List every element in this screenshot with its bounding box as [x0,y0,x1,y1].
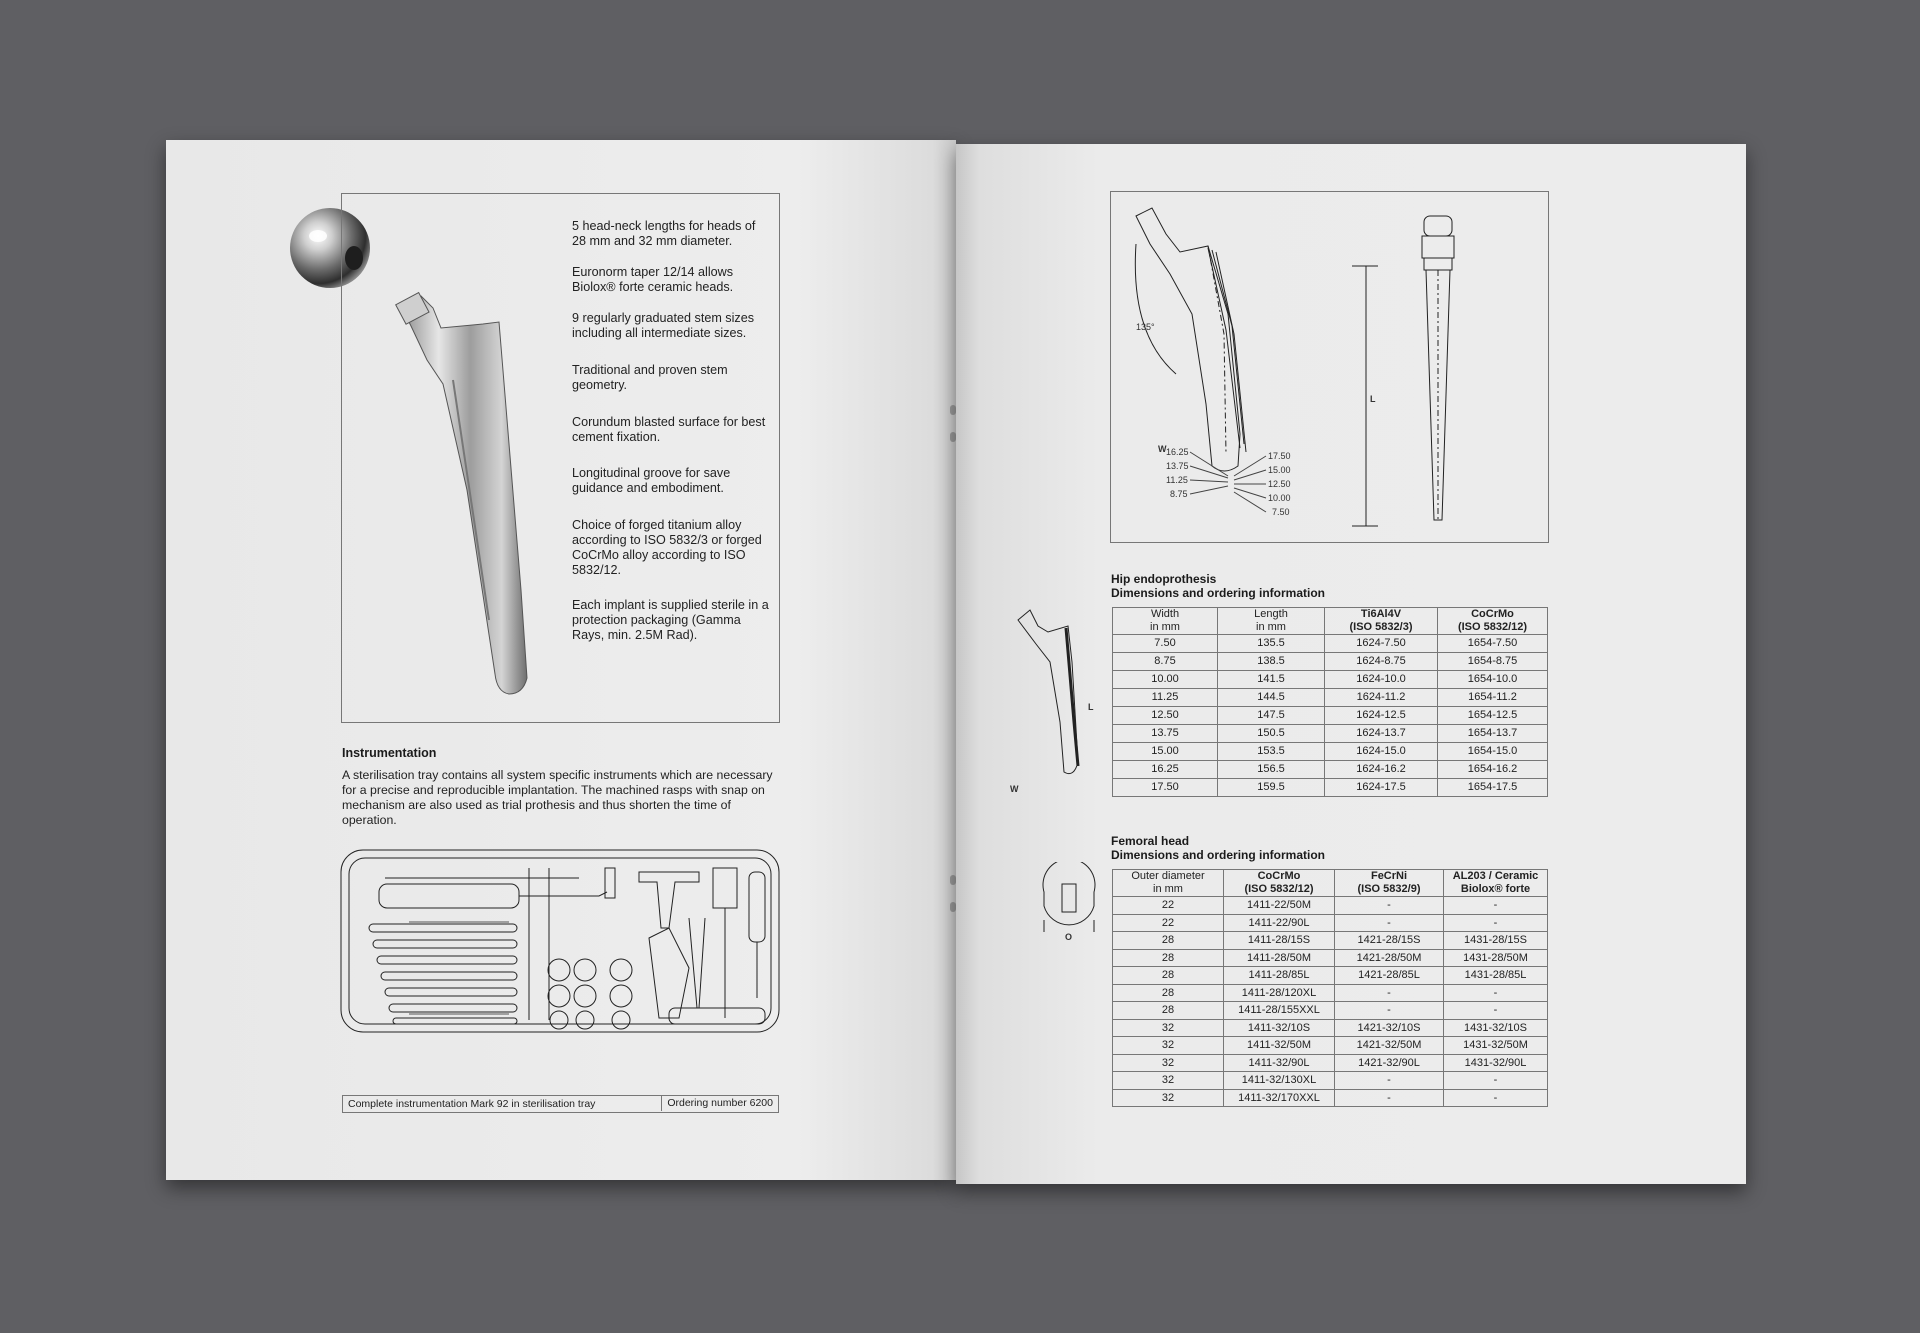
table-cell: 1411-32/170XXL [1224,1089,1335,1107]
table-row [1113,671,1548,689]
stem-technical-drawing [1116,204,1546,534]
table-cell: 10.00 [1113,671,1218,689]
size-label: 13.75 [1166,461,1189,471]
table-cell: - [1444,1072,1548,1090]
table-cell: 1654-16.2 [1438,761,1548,779]
table-cell: 1624-7.50 [1325,635,1438,653]
table-cell: 1654-17.5 [1438,779,1548,797]
table-cell: 159.5 [1218,779,1325,797]
column-header: CoCrMo [1257,870,1301,882]
angle-label: 135° [1136,322,1155,332]
table-cell: - [1444,1002,1548,1020]
table-cell: 1431-28/85L [1444,967,1548,985]
table-row [1113,689,1548,707]
table-cell: 28 [1113,949,1224,967]
table-cell: 1624-16.2 [1325,761,1438,779]
table-cell: 1431-32/10S [1444,1019,1548,1037]
feature-item: Euronorm taper 12/14 allows Biolox® forte ceramic heads. [572,265,734,294]
column-header: FeCrNi [1370,870,1408,882]
feature-item: Corundum blasted surface for best cement fixation. [572,415,766,444]
table-cell: 1411-32/50M [1224,1037,1335,1055]
table-row [1113,725,1548,743]
table-cell: 1654-13.7 [1438,725,1548,743]
tray-caption: Complete instrumentation Mark 92 in sterilisation tray [348,1098,596,1110]
table-cell: 1411-28/85L [1224,967,1335,985]
table-cell: 1431-28/50M [1444,949,1548,967]
small-stem-length-label: L [1088,702,1094,712]
table-cell: - [1335,914,1444,932]
feature-item: 5 head-neck lengths for heads of 28 mm and 32 mm diameter. [572,219,756,248]
table-cell: 8.75 [1113,653,1218,671]
width-label: W [1158,444,1167,454]
table-cell: 1411-28/120XL [1224,984,1335,1002]
feature-list [572,219,772,659]
brochure-spread [166,140,1746,1180]
table-cell: 1411-22/90L [1224,914,1335,932]
table-cell: 1431-32/90L [1444,1054,1548,1072]
table-cell: - [1335,1072,1444,1090]
tray-ordering-number: Ordering number 6200 [661,1095,778,1111]
table-cell: 135.5 [1218,635,1325,653]
feature-item: Each implant is supplied sterile in a protection packaging (Gamma Rays, min. 2.5M Rad). [572,598,769,642]
table-cell: 1411-28/50M [1224,949,1335,967]
table-cell: 1411-32/130XL [1224,1072,1335,1090]
column-header-unit: in mm [1150,621,1180,633]
instrumentation-text: A sterilisation tray contains all system specific instruments which are necessary for a precise and reproducible implantation. The machined rasps with snap on mechanism are also used as trial prothesis and thus shorten the time of operation. [342,768,773,827]
feature-item: Traditional and proven stem geometry. [572,363,728,392]
column-header: Ti6Al4V [1360,608,1402,620]
size-label: 10.00 [1268,493,1291,503]
hip-table-body [1113,635,1548,797]
table-cell: 1654-10.0 [1438,671,1548,689]
table-cell: 28 [1113,984,1224,1002]
table-cell: 1624-12.5 [1325,707,1438,725]
table-cell: 1411-32/10S [1224,1019,1335,1037]
table-cell: 1654-8.75 [1438,653,1548,671]
table-cell: - [1335,984,1444,1002]
table-cell: - [1335,1002,1444,1020]
head-table-body [1113,897,1548,1107]
column-header-unit: (ISO 5832/12) [1457,621,1528,633]
sterilisation-tray-drawing [339,848,781,1034]
table-row [1113,761,1548,779]
table-cell: 32 [1113,1054,1224,1072]
table-row [1113,984,1548,1002]
table-cell: - [1335,1089,1444,1107]
table-cell: 22 [1113,914,1224,932]
table-cell: 1411-28/155XXL [1224,1002,1335,1020]
column-header: CoCrMo [1471,608,1514,620]
table-cell: 1624-15.0 [1325,743,1438,761]
table-cell: 15.00 [1113,743,1218,761]
hip-stem-image [391,290,541,700]
table-cell: 1624-17.5 [1325,779,1438,797]
table-cell: 28 [1113,1002,1224,1020]
table-row [1113,967,1548,985]
feature-item: Longitudinal groove for save guidance and embodiment. [572,466,731,495]
head-table-subtitle: Dimensions and ordering information [1111,848,1326,862]
table-cell: 1421-28/15S [1335,932,1444,950]
table-cell: 1654-15.0 [1438,743,1548,761]
column-header-unit: (ISO 5832/12) [1244,883,1314,895]
hip-dimensions-table [1112,607,1548,797]
hip-table-subtitle: Dimensions and ordering information [1111,586,1326,600]
column-header-unit: in mm [1153,883,1183,895]
size-label: 12.50 [1268,479,1291,489]
table-row [1113,897,1548,915]
table-cell: 13.75 [1113,725,1218,743]
table-cell: 1421-28/50M [1335,949,1444,967]
head-diameter-label: O [1065,932,1073,942]
table-row [1113,1072,1548,1090]
column-header-unit: (ISO 5832/9) [1357,883,1421,895]
table-cell: 1421-32/90L [1335,1054,1444,1072]
column-header: Length [1254,608,1288,620]
instrumentation-title: Instrumentation [342,746,437,760]
hip-table-title: Hip endoprothesis [1111,572,1217,586]
table-row [1113,635,1548,653]
size-label: 11.25 [1166,475,1188,485]
tray-caption-bar [342,1095,779,1113]
table-cell: - [1444,984,1548,1002]
table-row [1113,653,1548,671]
table-cell: 1421-32/10S [1335,1019,1444,1037]
table-row [1113,949,1548,967]
table-cell: 141.5 [1218,671,1325,689]
small-stem-width-label: W [1010,784,1019,794]
table-cell: 1624-8.75 [1325,653,1438,671]
table-cell: 1411-22/50M [1224,897,1335,915]
table-row [1113,707,1548,725]
table-cell: 32 [1113,1072,1224,1090]
table-cell: 1624-11.2 [1325,689,1438,707]
column-header: Outer diameter [1131,870,1205,882]
table-cell: 1411-28/15S [1224,932,1335,950]
feature-item: 9 regularly graduated stem sizes including all intermediate sizes. [572,311,755,340]
table-row [1113,1054,1548,1072]
table-cell: 1624-13.7 [1325,725,1438,743]
femoral-head-drawing [1036,862,1106,942]
table-cell: - [1444,1089,1548,1107]
table-cell: 28 [1113,967,1224,985]
table-cell: 1654-7.50 [1438,635,1548,653]
column-header: Width [1150,608,1180,620]
head-table-title: Femoral head [1111,834,1190,848]
table-cell: 1431-32/50M [1444,1037,1548,1055]
length-label: L [1370,394,1376,404]
table-row [1113,779,1548,797]
table-cell: 32 [1113,1019,1224,1037]
table-cell: 32 [1113,1089,1224,1107]
table-cell: 1654-11.2 [1438,689,1548,707]
size-label: 16.25 [1166,447,1189,457]
table-cell: 1411-32/90L [1224,1054,1335,1072]
column-header-unit: in mm [1256,621,1286,633]
small-stem-drawing [1006,602,1106,802]
table-cell: 144.5 [1218,689,1325,707]
table-cell: 156.5 [1218,761,1325,779]
table-cell: 12.50 [1113,707,1218,725]
size-label: 7.50 [1272,507,1290,517]
table-row [1113,1089,1548,1107]
table-cell: 147.5 [1218,707,1325,725]
table-cell: - [1335,897,1444,915]
femoral-head-table [1112,869,1548,1107]
table-row [1113,1019,1548,1037]
table-cell: 1431-28/15S [1444,932,1548,950]
table-cell: 32 [1113,1037,1224,1055]
table-row [1113,743,1548,761]
column-header-unit: (ISO 5832/3) [1349,621,1413,633]
table-cell: 17.50 [1113,779,1218,797]
left-page [166,140,956,1180]
table-cell: 1624-10.0 [1325,671,1438,689]
table-row [1113,932,1548,950]
table-cell: 7.50 [1113,635,1218,653]
column-header: AL203 / Ceramic [1452,870,1539,882]
size-label: 8.75 [1170,489,1188,499]
table-cell: 1421-28/85L [1335,967,1444,985]
table-cell: 22 [1113,897,1224,915]
table-cell: 11.25 [1113,689,1218,707]
table-row [1113,914,1548,932]
right-page [956,144,1746,1184]
size-label: 15.00 [1268,465,1291,475]
table-cell: 1421-32/50M [1335,1037,1444,1055]
table-row [1113,1037,1548,1055]
table-cell: 1654-12.5 [1438,707,1548,725]
size-label: 17.50 [1268,451,1291,461]
table-cell: 153.5 [1218,743,1325,761]
table-cell: 138.5 [1218,653,1325,671]
column-header-unit: Biolox® forte [1460,883,1531,895]
table-row [1113,1002,1548,1020]
table-cell: 150.5 [1218,725,1325,743]
table-cell: - [1444,914,1548,932]
table-cell: - [1444,897,1548,915]
table-cell: 16.25 [1113,761,1218,779]
table-cell: 28 [1113,932,1224,950]
feature-item: Choice of forged titanium alloy according to ISO 5832/3 or forged CoCrMo alloy according to ISO 5832/12. [572,518,762,577]
